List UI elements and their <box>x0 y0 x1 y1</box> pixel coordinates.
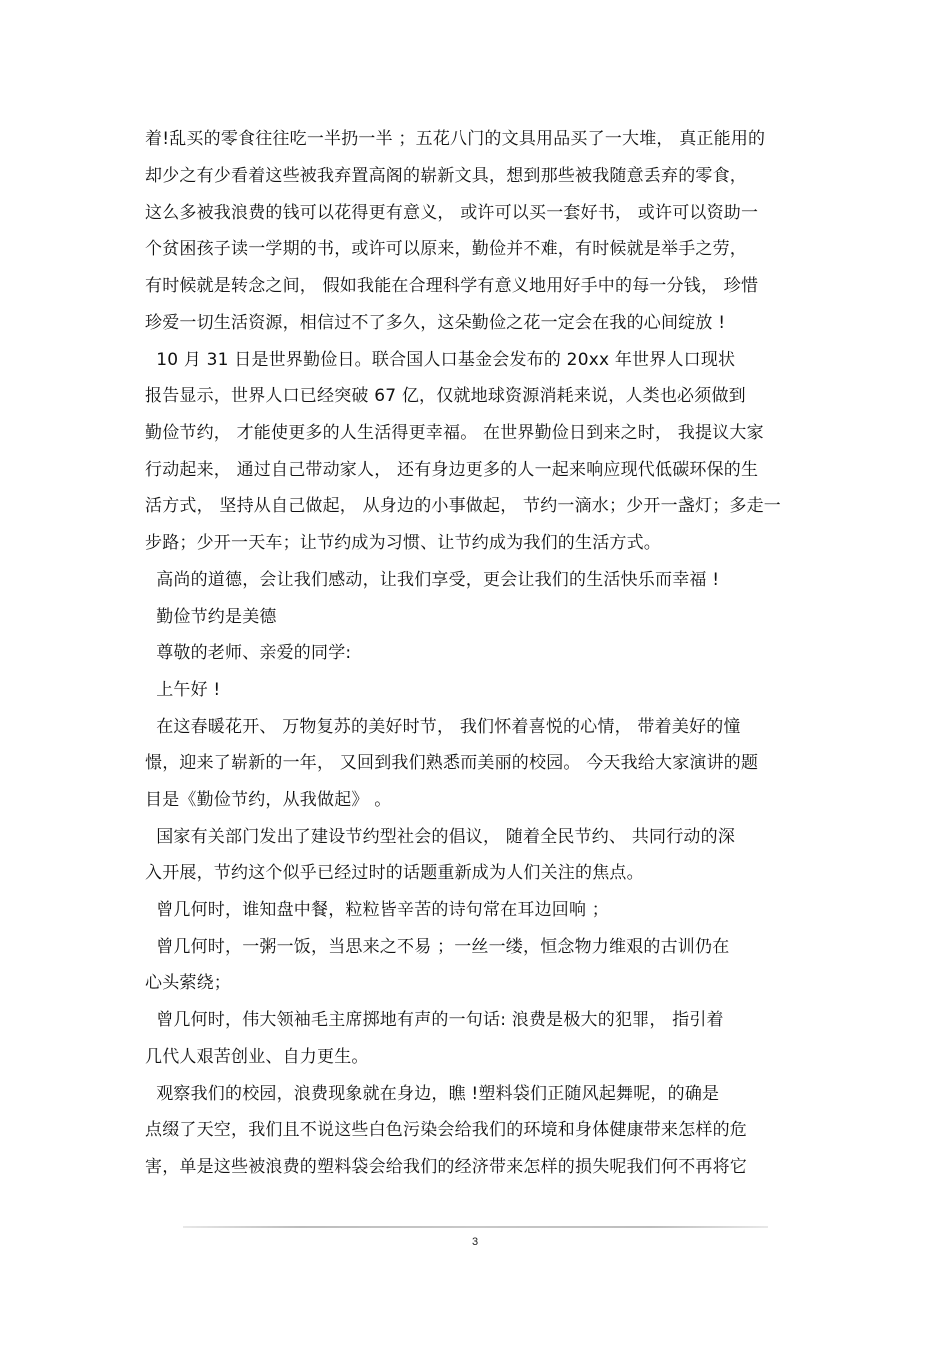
text-line: 勤俭节约是美德 <box>145 607 277 627</box>
page-number: 3 <box>471 1236 479 1248</box>
text-line: 上午好 ! <box>145 680 221 700</box>
text-line: 着!乱买的零食往往吃一半扔一半 ；五花八门的文具用品买了一大堆， 真正能用的 <box>145 129 766 149</box>
text-line: 报告显示，世界人口已经突破 67 亿，仅就地球资源消耗来说，人类也必须做到 <box>145 386 746 406</box>
text-line: 观察我们的校园，浪费现象就在身边，瞧 !塑料袋们正随风起舞呢，的确是 <box>145 1084 720 1104</box>
text-line: 曾几何时，伟大领袖毛主席掷地有声的一句话: 浪费是极大的犯罪， 指引着 <box>145 1010 724 1030</box>
text-line: 心头萦绕； <box>145 973 231 993</box>
text-line: 曾几何时，一粥一饭，当思来之不易 ；一丝一缕，恒念物力维艰的古训仍在 <box>145 937 730 957</box>
text-line: 10 月 31 日是世界勤俭日。联合国人口基金会发布的 20xx 年世界人口现状 <box>145 350 736 370</box>
text-line: 害，单是这些被浪费的塑料袋会给我们的经济带来怎样的损失呢我们何不再将它 <box>145 1157 747 1177</box>
text-line: 勤俭节约， 才能使更多的人生活得更幸福。 在世界勤俭日到来之时， 我提议大家 <box>145 423 764 443</box>
text-line: 高尚的道德，会让我们感动，让我们享受，更会让我们的生活快乐而幸福 ! <box>145 570 720 590</box>
text-line: 步路；少开一天车；让节约成为习惯、让节约成为我们的生活方式。 <box>145 533 661 553</box>
text-line: 有时候就是转念之间， 假如我能在合理科学有意义地用好手中的每一分钱， 珍惜 <box>145 276 759 296</box>
text-line: 目是《勤俭节约，从我做起》 。 <box>145 790 392 810</box>
text-line: 这么多被我浪费的钱可以花得更有意义， 或许可以买一套好书， 或许可以资助一 <box>145 203 759 223</box>
text-line: 尊敬的老师、亲爱的同学: <box>145 643 352 663</box>
text-line: 却少之有少看着这些被我弃置高阁的崭新文具，想到那些被我随意丢弃的零食， <box>145 166 747 186</box>
text-line: 活方式， 坚持从自己做起， 从身边的小事做起， 节约一滴水；少开一盏灯；多走一 <box>145 496 782 516</box>
text-line: 曾几何时，谁知盘中餐，粒粒皆辛苦的诗句常在耳边回响 ； <box>145 900 610 920</box>
text-line: 几代人艰苦创业、自力更生。 <box>145 1047 369 1067</box>
text-line: 国家有关部门发出了建设节约型社会的倡议， 随着全民节约、 共同行动的深 <box>145 827 736 847</box>
footer-divider <box>183 1226 768 1228</box>
text-line: 个贫困孩子读一学期的书，或许可以原来，勤俭并不难，有时候就是举手之劳， <box>145 239 747 259</box>
text-line: 点缀了天空，我们且不说这些白色污染会给我们的环境和身体健康带来怎样的危 <box>145 1120 747 1140</box>
text-line: 入开展，节约这个似乎已经过时的话题重新成为人们关注的焦点。 <box>145 863 644 883</box>
text-line: 在这春暖花开、 万物复苏的美好时节， 我们怀着喜悦的心情， 带着美好的憧 <box>145 717 741 737</box>
text-line: 珍爱一切生活资源，相信过不了多久，这朵勤俭之花一定会在我的心间绽放 ! <box>145 313 726 333</box>
text-line: 憬，迎来了崭新的一年， 又回到我们熟悉而美丽的校园。 今天我给大家演讲的题 <box>145 753 759 773</box>
text-line: 行动起来， 通过自己带动家人， 还有身边更多的人一起来响应现代低碳环保的生 <box>145 460 759 480</box>
